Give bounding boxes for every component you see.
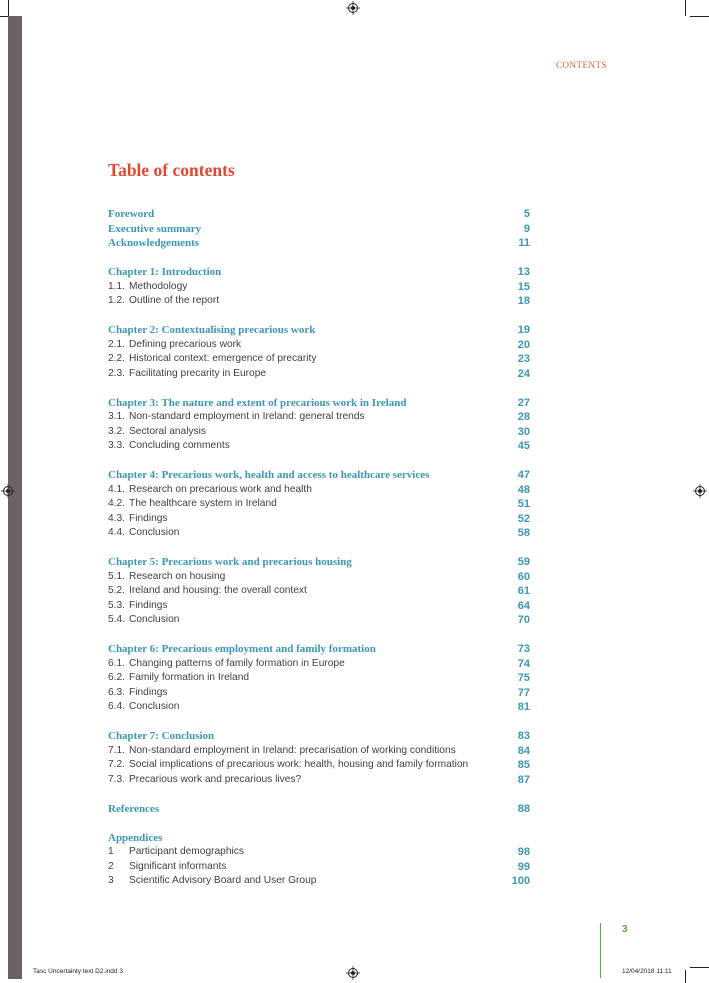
toc-entry-text: Research on precarious work and health [129, 483, 312, 495]
toc-entry-text: Research on housing [129, 570, 226, 582]
toc-entry-text: Methodology [129, 280, 188, 292]
toc-heading-row[interactable] [108, 729, 530, 744]
toc-page-number: 48 [517, 483, 530, 496]
toc-entry-number: 6.2. [108, 672, 125, 683]
toc-heading-row[interactable] [108, 555, 530, 570]
toc-group-spacer [108, 816, 530, 831]
toc-entry-row[interactable] [108, 700, 530, 715]
toc-entry-number: 4.3. [108, 512, 125, 524]
toc-entry-text: Chapter 5: Precarious work and precarious housing [108, 556, 352, 568]
toc-entry-label [108, 831, 162, 846]
toc-entry-row[interactable] [108, 758, 530, 773]
toc-page-number: 83 [517, 730, 530, 742]
toc-entry-label [108, 599, 168, 614]
toc-entry-label [108, 802, 159, 817]
toc-entry-text: Executive summary [108, 222, 202, 235]
toc-page-number: 100 [511, 875, 530, 887]
crop-mark [0, 16, 8, 17]
toc-entry-label [108, 497, 277, 512]
toc-entry-label [108, 686, 168, 701]
toc-entry-label [108, 744, 456, 759]
toc-entry-row[interactable] [108, 425, 530, 440]
toc-entry-text: Findings [129, 512, 168, 524]
toc-page-number: 88 [517, 802, 530, 815]
toc-entry-row[interactable] [108, 294, 530, 309]
toc-entry-label [108, 584, 307, 599]
toc-entry-text: Outline of the report [129, 295, 220, 306]
toc-group-spacer [108, 381, 530, 396]
toc-entry-text: Significant informants [129, 860, 227, 872]
toc-entry-text: Findings [129, 599, 168, 611]
toc-entry-row[interactable] [108, 526, 530, 541]
toc-entry-number: 5.4. [108, 614, 125, 625]
toc-page-number: 84 [517, 744, 530, 757]
toc-entry-label [108, 860, 226, 875]
toc-entry-label [108, 338, 241, 353]
toc-entry-label [108, 396, 406, 411]
toc-entry-text: Conclusion [129, 527, 180, 538]
toc-entry-text: The healthcare system in Ireland [129, 498, 277, 509]
toc-entry-number: 5.1. [108, 570, 125, 582]
toc-group-spacer [108, 715, 530, 730]
toc-page-number: 99 [517, 860, 530, 873]
toc-entry-row[interactable] [108, 613, 530, 628]
toc-entry-row[interactable] [108, 280, 530, 295]
toc-entry-number: 2.1. [108, 338, 125, 350]
toc-page-number: 85 [517, 759, 530, 771]
toc-entry-text: Conclusion [129, 701, 180, 712]
registration-mark-icon [346, 966, 360, 980]
registration-mark-icon [693, 484, 707, 498]
toc-page-number: 23 [517, 353, 530, 365]
toc-entry-row[interactable] [108, 352, 530, 367]
toc-entry-label [108, 729, 214, 744]
toc-page-number: 51 [517, 498, 530, 510]
toc-page-number: 98 [517, 846, 530, 858]
toc-entry-text: Sectoral analysis [129, 425, 207, 437]
toc-entry-row[interactable] [108, 512, 530, 527]
toc-heading-row[interactable] [108, 396, 530, 411]
toc-entry-label [108, 367, 266, 382]
toc-page-number: 75 [517, 672, 530, 684]
toc-entry-text: Concluding comments [129, 440, 230, 451]
toc-entry-label [108, 294, 219, 309]
toc-page-number: 15 [517, 280, 530, 293]
toc-entry-label [108, 526, 179, 541]
toc-entry-row[interactable] [108, 845, 530, 860]
toc-entry-text: Conclusion [129, 614, 180, 625]
toc-entry-text: Non-standard employment in Ireland: general trends [129, 411, 365, 422]
toc-entry-text: Chapter 7: Conclusion [108, 730, 215, 742]
toc-entry-label [108, 425, 206, 440]
toc-page-number: 9 [523, 222, 530, 235]
toc-entry-text: Chapter 4: Precarious work, health and access to healthcare services [108, 469, 430, 481]
toc-page-number: 58 [517, 527, 530, 539]
toc-entry-label [108, 700, 179, 715]
toc-entry-text: Findings [129, 686, 168, 698]
toc-entry-text: Changing patterns of family formation in Europe [129, 657, 345, 669]
toc-page-number: 27 [517, 396, 530, 409]
print-slug-date: 12/04/2018 11:11 [622, 968, 672, 975]
toc-entry-number: 1.1. [108, 280, 125, 292]
section-label: CONTENTS [556, 60, 607, 70]
toc-entry-row[interactable] [108, 744, 530, 759]
toc-entry-label [108, 410, 365, 425]
toc-entry-text: Scientific Advisory Board and User Group [129, 875, 317, 886]
toc-page-number: 20 [517, 338, 530, 351]
toc-page-number: 73 [517, 643, 530, 655]
page-number-rule [600, 923, 601, 978]
toc-entry-row[interactable] [108, 338, 530, 353]
toc-group-spacer [108, 251, 530, 266]
toc-entry-number: 7.3. [108, 773, 125, 785]
toc-entry-row[interactable] [108, 657, 530, 672]
toc-entry-label [108, 642, 376, 657]
toc-entry-number: 2.3. [108, 367, 125, 379]
toc-entry-number: 4.1. [108, 483, 125, 495]
toc-page-number: 11 [518, 237, 530, 249]
toc-entry-text: Precarious work and precarious lives? [129, 773, 302, 785]
toc-entry-text: Chapter 2: Contextualising precarious work [108, 324, 316, 336]
toc-entry-text: Defining precarious work [129, 338, 242, 350]
toc-entry-row[interactable] [108, 773, 530, 788]
toc-entry-text: Chapter 3: The nature and extent of precarious work in Ireland [108, 396, 407, 409]
toc-entry-text: Participant demographics [129, 846, 244, 857]
toc-entry-label [108, 874, 316, 889]
toc-entry-row[interactable] [108, 570, 530, 585]
toc-entry-row[interactable] [108, 584, 530, 599]
toc-entry-number: 2 [108, 860, 114, 872]
toc-entry-number: 1.2. [108, 295, 125, 306]
toc-page-number: 52 [517, 512, 530, 525]
toc-entry-number: 7.1. [108, 744, 125, 756]
crop-mark [8, 0, 9, 16]
toc-page-number: 61 [517, 585, 530, 597]
toc-entry-label [108, 265, 221, 280]
registration-mark-icon [1, 484, 15, 498]
toc-entry-row[interactable] [108, 497, 530, 512]
toc-entry-text: Appendices [108, 831, 163, 844]
toc-entry-number: 3.2. [108, 425, 125, 437]
toc-entry-text: Chapter 6: Precarious employment and family formation [108, 643, 376, 655]
toc-page-number: 70 [517, 614, 530, 626]
toc-group-spacer [108, 628, 530, 643]
toc-entry-number: 5.3. [108, 599, 125, 611]
toc-entry-text: References [108, 802, 160, 815]
toc-entry-row[interactable] [108, 410, 530, 425]
toc-heading-row[interactable] [108, 642, 530, 657]
toc-heading-row[interactable] [108, 222, 530, 237]
toc-entry-label [108, 468, 429, 483]
toc-page-number: 60 [517, 570, 530, 583]
toc-heading-row[interactable] [108, 831, 530, 846]
toc-entry-text: Historical context: emergence of precarity [129, 353, 317, 364]
toc-page-number: 13 [517, 266, 530, 278]
toc-entry-text: Facilitating precarity in Europe [129, 367, 267, 379]
crop-mark [690, 16, 709, 17]
page-number: 3 [622, 924, 628, 935]
toc-entry-number: 3.1. [108, 411, 125, 422]
toc-page-number: 18 [517, 295, 530, 307]
toc-page-number: 87 [517, 773, 530, 786]
crop-mark [685, 0, 686, 16]
toc-entry-text: Acknowledgements [108, 237, 200, 249]
toc-heading-row[interactable] [108, 207, 530, 222]
crop-mark [690, 967, 709, 968]
toc-page-number: 5 [523, 208, 530, 220]
toc-entry-label [108, 613, 179, 628]
toc-entry-label [108, 352, 316, 367]
toc-entry-row[interactable] [108, 686, 530, 701]
toc-entry-number: 6.1. [108, 657, 125, 669]
toc-entry-text: Family formation in Ireland [129, 672, 250, 683]
toc-entry-number: 7.2. [108, 759, 125, 770]
toc-group-spacer [108, 787, 530, 802]
toc-entry-label [108, 773, 301, 788]
toc-entry-row[interactable] [108, 671, 530, 686]
toc-entry-label [108, 483, 312, 498]
toc-entry-label [108, 671, 249, 686]
toc-page-number: 77 [517, 686, 530, 699]
toc-entry-label [108, 758, 468, 773]
toc-entry-label [108, 845, 244, 860]
toc-entry-number: 6.3. [108, 686, 125, 698]
crop-mark [685, 970, 686, 983]
registration-mark-icon [346, 1, 360, 15]
toc-entry-label [108, 657, 345, 672]
toc-entry-text: Social implications of precarious work: health, housing and family formation [129, 759, 469, 770]
toc-entry-row[interactable] [108, 599, 530, 614]
toc-entry-label [108, 570, 225, 585]
toc-entry-number: 4.4. [108, 527, 125, 538]
toc-heading-row[interactable] [108, 323, 530, 338]
toc-entry-number: 2.2. [108, 353, 125, 364]
toc-entry-label [108, 236, 199, 251]
toc-entry-label [108, 512, 168, 527]
toc-entry-row[interactable] [108, 860, 530, 875]
toc-heading-row[interactable] [108, 802, 530, 817]
toc-page-number: 47 [517, 469, 530, 481]
toc-page-number: 45 [517, 440, 530, 452]
toc-entry-label [108, 207, 154, 222]
toc-entry-number: 5.2. [108, 585, 125, 596]
toc-entry-number: 4.2. [108, 498, 125, 509]
toc-entry-row[interactable] [108, 483, 530, 498]
toc-page-number: 81 [517, 701, 530, 713]
toc-entry-text: Ireland and housing: the overall context [129, 585, 307, 596]
toc-page-number: 64 [517, 599, 530, 612]
toc-entry-label [108, 280, 187, 295]
toc-page-number: 30 [517, 425, 530, 438]
toc-page-number: 28 [517, 411, 530, 423]
toc-page-number: 59 [517, 556, 530, 568]
toc-group-spacer [108, 541, 530, 556]
toc-entry-number: 3.3. [108, 440, 125, 451]
toc-heading-row[interactable] [108, 265, 530, 280]
toc-heading-row[interactable] [108, 236, 530, 251]
toc-page-number: 74 [517, 657, 530, 670]
toc-group-spacer [108, 309, 530, 324]
toc-page-number: 24 [517, 367, 530, 380]
toc-entry-label [108, 222, 201, 237]
table-of-contents [108, 207, 530, 889]
toc-entry-number: 3 [108, 875, 114, 886]
toc-entry-text: Foreword [108, 208, 155, 220]
toc-heading-row[interactable] [108, 468, 530, 483]
toc-entry-row[interactable] [108, 367, 530, 382]
toc-entry-text: Non-standard employment in Ireland: precarisation of working conditions [129, 744, 456, 756]
toc-entry-number: 6.4. [108, 701, 125, 712]
toc-entry-label [108, 439, 230, 454]
toc-entry-row[interactable] [108, 874, 530, 889]
toc-entry-text: Chapter 1: Introduction [108, 266, 222, 278]
toc-page-number: 19 [517, 324, 530, 336]
toc-group-spacer [108, 454, 530, 469]
toc-entry-row[interactable] [108, 439, 530, 454]
toc-entry-number: 1 [108, 846, 114, 857]
page-title: Table of contents [108, 160, 235, 180]
toc-entry-label [108, 323, 315, 338]
print-slug-file: Tasc Uncertainty text D2.indd 3 [33, 968, 123, 975]
toc-entry-label [108, 555, 352, 570]
